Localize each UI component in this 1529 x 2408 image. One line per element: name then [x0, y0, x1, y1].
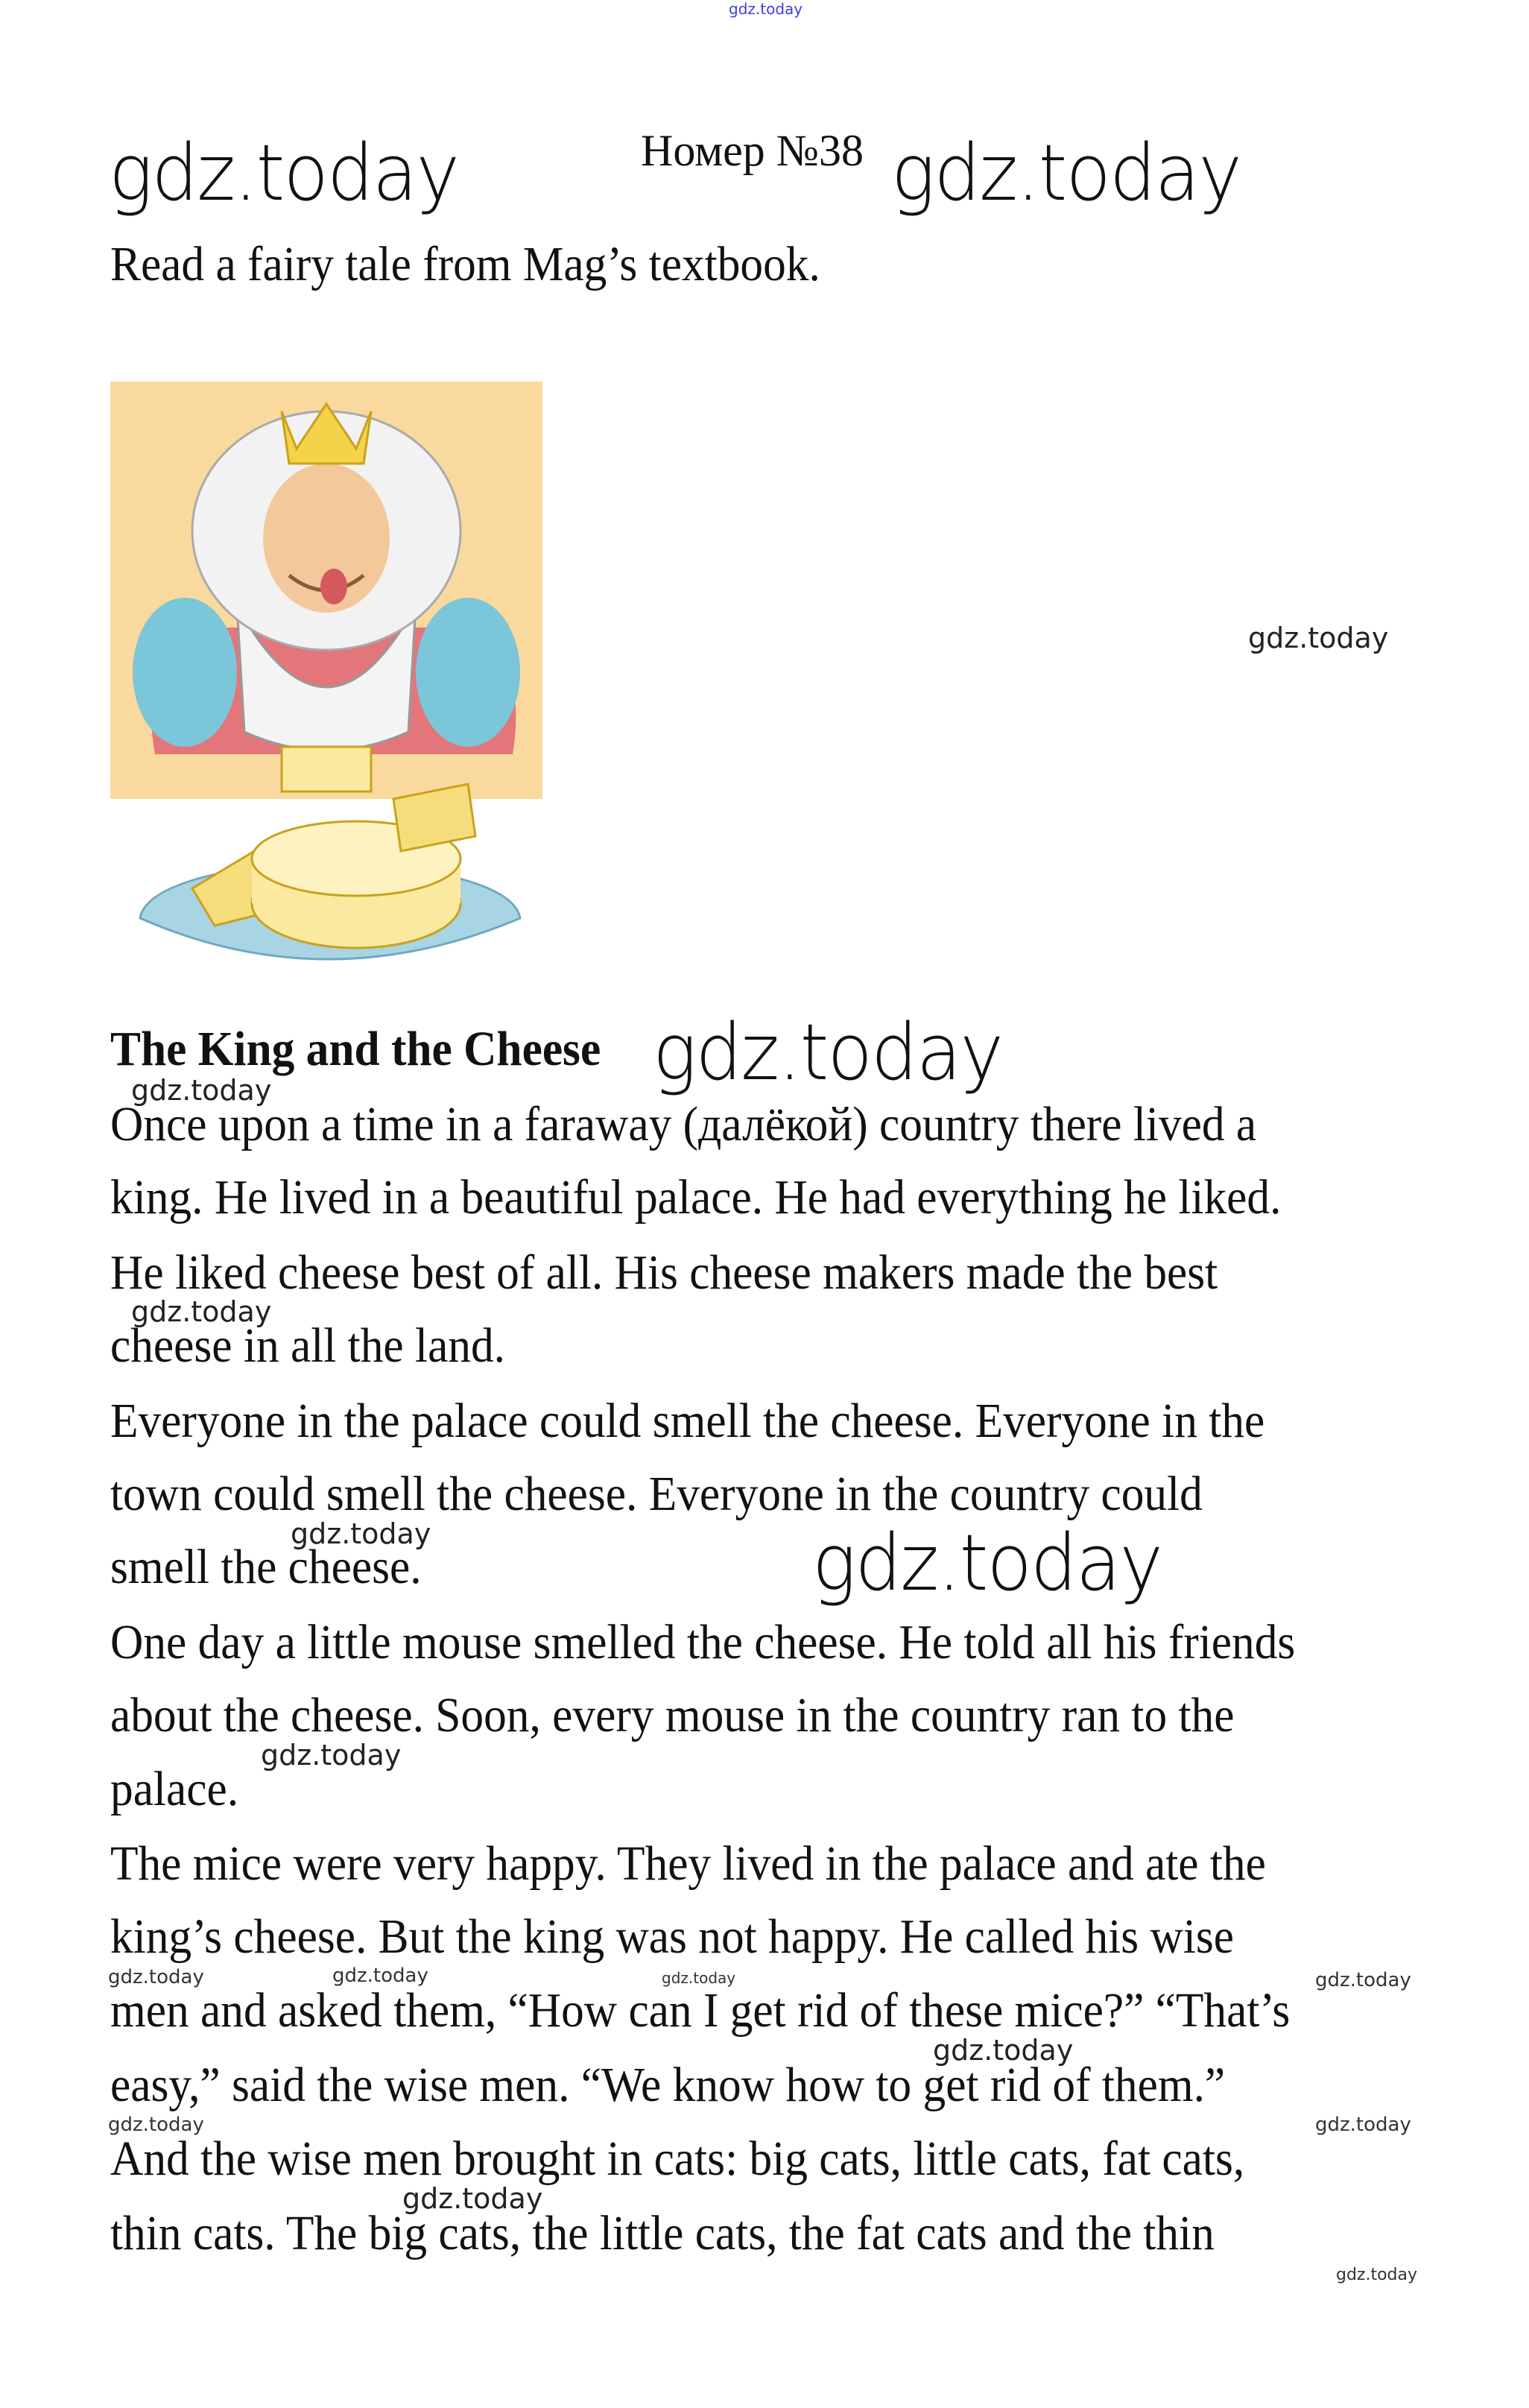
watermark-large: gdz.today [891, 127, 1241, 218]
story-line: thin cats. The big cats, the little cats, the fat cats and the thin [110, 2206, 1215, 2260]
watermark-small: gdz.today [332, 1965, 428, 1987]
watermark-large: gdz.today [653, 1007, 1003, 1098]
king-cheese-illustration [110, 382, 542, 1004]
watermark-small: gdz.today [662, 1969, 736, 1987]
watermark-small: gdz.today [1248, 622, 1389, 654]
story-title: The King and the Cheese [110, 1022, 601, 1076]
watermark-large: gdz.today [109, 127, 459, 218]
watermark-large: gdz.today [812, 1517, 1162, 1608]
story-line: easy,” said the wise men. “We know how to get rid of them.” [110, 2058, 1226, 2112]
story-line: He liked cheese best of all. His cheese makers made the best [110, 1245, 1218, 1300]
watermark-small: gdz.today [402, 2182, 543, 2215]
watermark-small: gdz.today [933, 2034, 1074, 2067]
exercise-number: Номер №38 [641, 126, 864, 175]
watermark-small: gdz.today [131, 1074, 272, 1107]
story-line: One day a little mouse smelled the cheese. He told all his friends [110, 1615, 1296, 1669]
watermark-small: gdz.today [108, 2114, 204, 2136]
story-line: town could smell the cheese. Everyone in the country could [110, 1467, 1203, 1521]
story-line: And the wise men brought in cats: big cats, little cats, fat cats, [110, 2132, 1245, 2186]
watermark-small: gdz.today [291, 1517, 431, 1550]
story-line: king. He lived in a beautiful palace. He had everything he liked. [110, 1170, 1282, 1224]
story-line: king’s cheese. But the king was not happy. He called his wise [110, 1909, 1235, 1964]
story-line: Everyone in the palace could smell the cheese. Everyone in the [110, 1394, 1265, 1448]
watermark-small: gdz.today [108, 1966, 204, 1988]
story-line: cheese in all the land. [110, 1318, 506, 1373]
watermark-small: gdz.today [131, 1295, 272, 1328]
watermark-small: gdz.today [1336, 2266, 1418, 2284]
story-line: The mice were very happy. They lived in the palace and ate the [110, 1836, 1266, 1891]
watermark-small: gdz.today [1315, 1969, 1411, 1991]
king-illustration-icon [110, 382, 542, 1004]
story-line: about the cheese. Soon, every mouse in the country ran to the [110, 1688, 1235, 1742]
watermark-small: gdz.today [261, 1739, 402, 1772]
story-line: smell the cheese. [110, 1540, 422, 1594]
story-line: palace. [110, 1762, 239, 1816]
story-line: Once upon a time in a faraway (далёкой) country there lived a [110, 1097, 1257, 1151]
story-line: men and asked them, “How can I get rid of these mice?” “That’s [110, 1983, 1291, 2038]
instruction-text: Read a fairy tale from Mag’s textbook. [110, 237, 820, 291]
watermark-top: gdz.today [729, 0, 803, 18]
watermark-small: gdz.today [1315, 2114, 1411, 2136]
